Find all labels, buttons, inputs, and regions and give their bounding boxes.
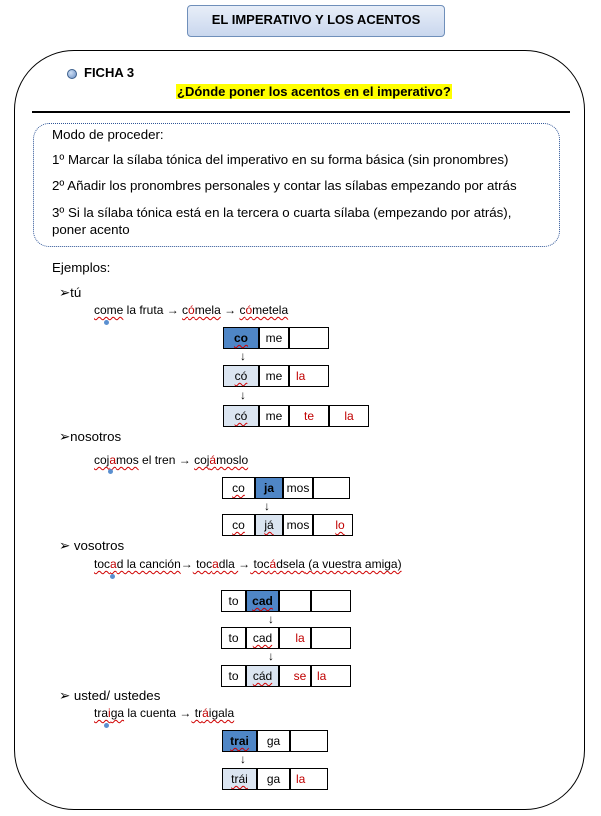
stress-dot-icon [104,723,109,728]
stress-dot-icon [104,320,109,325]
example-sentence: cojamos el tren → cojámoslo [94,453,249,467]
bullet-arrow-icon: ➢ [59,285,71,300]
divider [32,111,570,113]
syllable-cell: trái [222,768,257,790]
syllable-cell: la [311,665,351,687]
syllable-cell: co [222,514,255,536]
example-sentence: come la fruta → cómela → cómetela [94,303,289,317]
syllable-cell: to [221,627,246,649]
syllable-cell [311,590,351,612]
down-arrow-icon: ↓ [268,649,274,663]
syllable-cell: cad [246,590,279,612]
down-arrow-icon: ↓ [240,388,246,402]
syllable-cell: te [289,405,329,427]
page-title: EL IMPERATIVO Y LOS ACENTOS [187,5,445,37]
syllable-cell: trai [222,730,257,752]
syllable-cell: cad [246,627,279,649]
syllable-cell: ja [255,477,283,499]
syllable-cell [311,627,351,649]
syllable-cell: já [255,514,283,536]
syllable-cell [290,730,328,752]
examples-label: Ejemplos: [52,260,111,275]
syllable-cell: mos [283,514,313,536]
procedure-step-3-cont: poner acento [52,222,130,237]
section-nosotros [59,429,121,445]
example-sentence: traiga la cuenta → tráigala [94,706,235,720]
section-label: vosotros [73,538,125,553]
bullet-arrow-icon: ➢ [59,688,71,703]
syllable-cell [289,327,329,349]
down-arrow-icon: ↓ [240,752,246,766]
syllable-cell: co [223,327,259,349]
syllable-cell: to [221,665,246,687]
section-label: usted/ ustedes [73,688,161,703]
syllable-cell: la [289,365,329,387]
ficha-label: FICHA 3 [84,65,135,80]
syllable-cell [313,477,350,499]
syllable-cell: mos [283,477,313,499]
question-heading: ¿Dónde poner los acentos en el imperativo? [177,84,451,99]
syllable-cell: ga [257,768,290,790]
procedure-step-1: 1º Marcar la sílaba tónica del imperativo en su forma básica (sin pronombres) [52,152,509,167]
down-arrow-icon: ↓ [240,349,246,363]
procedure-step-3: 3º Si la sílaba tónica está en la tercera o cuarta sílaba (empezando por atrás), [52,205,512,220]
syllable-cell: ga [257,730,290,752]
syllable-cell: me [259,327,289,349]
section-vosotros [59,538,124,554]
syllable-cell: lo [313,514,353,536]
syllable-cell: to [221,590,246,612]
procedure-step-2: 2º Añadir los pronombres personales y contar las sílabas empezando por atrás [52,178,517,193]
syllable-cell: me [259,365,289,387]
section-tu [59,285,81,301]
section-label: tú [70,285,82,300]
syllable-cell: la [279,627,311,649]
down-arrow-icon: ↓ [264,499,270,513]
syllable-cell: có [223,405,259,427]
syllable-cell: la [329,405,369,427]
procedure-heading: Modo de proceder: [52,127,164,142]
section-usted [59,688,160,704]
bullet-arrow-icon: ➢ [59,538,71,553]
syllable-cell: la [290,768,328,790]
down-arrow-icon: ↓ [268,612,274,626]
section-label: nosotros [70,429,122,444]
stress-dot-icon [110,574,115,579]
bullet-arrow-icon: ➢ [59,429,71,444]
syllable-cell: me [259,405,289,427]
syllable-cell: có [223,365,259,387]
syllable-cell: se [279,665,311,687]
stress-dot-icon [108,469,113,474]
syllable-cell: cád [246,665,279,687]
example-sentence: tocad la canción→ tocadla → tocádsela (a vuestra amiga) [94,557,402,571]
bullet-icon [67,69,77,79]
syllable-cell: co [222,477,255,499]
syllable-cell [279,590,311,612]
